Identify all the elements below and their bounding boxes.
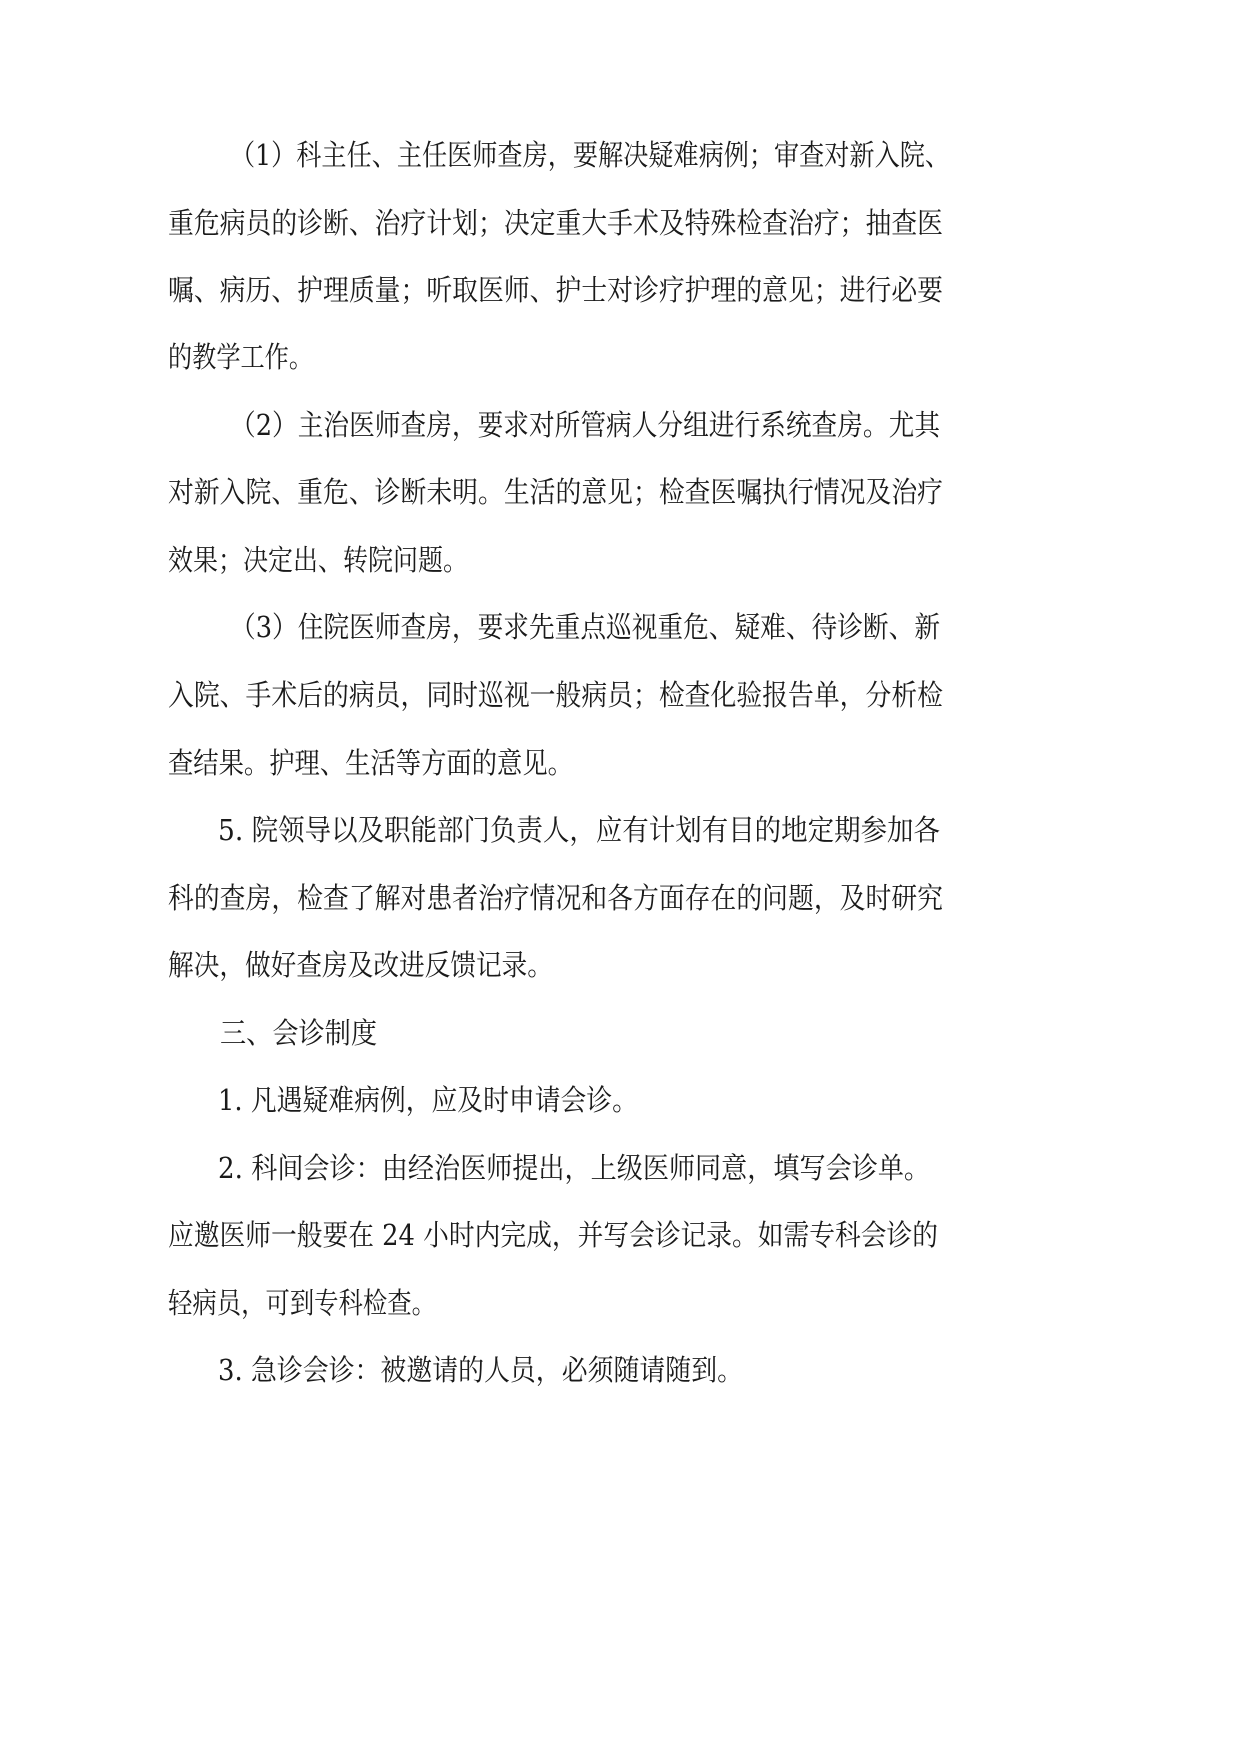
text-line: 重危病员的诊断、治疗计划；决定重大手术及特殊检查治疗；抽查医 bbox=[168, 206, 944, 240]
text-line: 1. 凡遇疑难病例，应及时申请会诊。 bbox=[218, 1083, 638, 1117]
text-line: 3. 急诊会诊：被邀请的人员，必须随请随到。 bbox=[218, 1353, 743, 1387]
text-line: 对新入院、重危、诊断未明。生活的意见；检查医嘱执行情况及治疗 bbox=[168, 475, 944, 509]
text-line: 解决，做好查房及改进反馈记录。 bbox=[168, 948, 553, 982]
text-line: 应邀医师一般要在 24 小时内完成，并写会诊记录。如需专科会诊的 bbox=[168, 1218, 939, 1252]
section-heading: 三、会诊制度 bbox=[220, 1016, 377, 1050]
text-line: （3）住院医师查房，要求先重点巡视重危、疑难、待诊断、新 bbox=[230, 610, 941, 644]
text-line: 入院、手术后的病员，同时巡视一般病员；检查化验报告单，分析检 bbox=[168, 678, 944, 712]
text-line: 2. 科间会诊：由经治医师提出，上级医师同意，填写会诊单。 bbox=[218, 1151, 931, 1185]
text-line: （2）主治医师查房，要求对所管病人分组进行系统查房。尤其 bbox=[230, 408, 941, 442]
text-line: 科的查房，检查了解对患者治疗情况和各方面存在的问题，及时研究 bbox=[168, 881, 944, 915]
text-line: 嘱、病历、护理质量；听取医师、护士对诊疗护理的意见；进行必要 bbox=[168, 273, 944, 307]
text-line: （1）科主任、主任医师查房，要解决疑难病例；审查对新入院、 bbox=[230, 138, 951, 172]
text-line: 的教学工作。 bbox=[168, 340, 314, 374]
text-line: 轻病员，可到专科检查。 bbox=[168, 1286, 437, 1320]
text-line: 查结果。护理、生活等方面的意见。 bbox=[168, 746, 573, 780]
text-line: 5. 院领导以及职能部门负责人，应有计划有目的地定期参加各 bbox=[218, 813, 941, 847]
text-line: 效果；决定出、转院问题。 bbox=[168, 543, 468, 577]
